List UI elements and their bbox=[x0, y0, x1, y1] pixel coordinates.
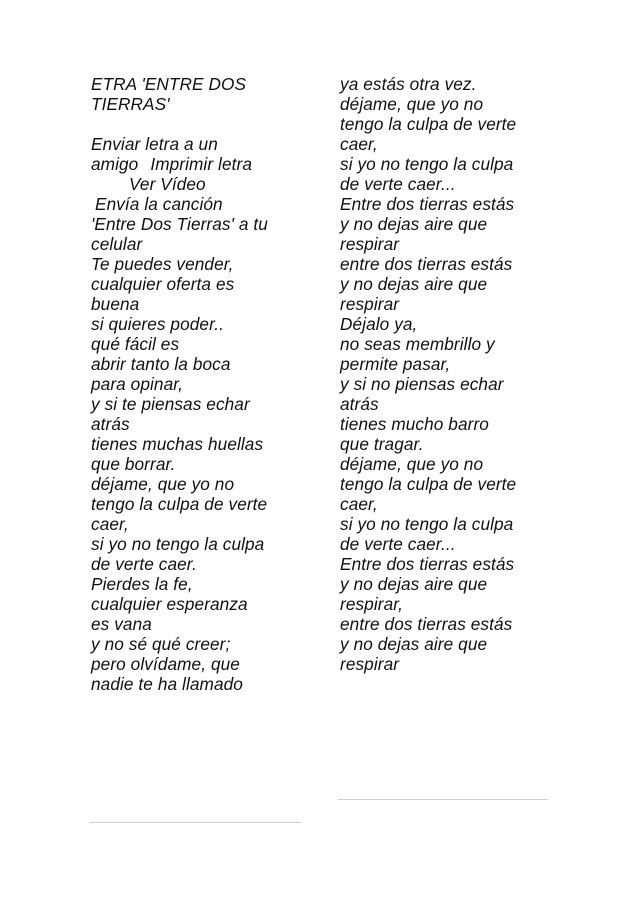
lyric-line: y no sé qué creer; bbox=[91, 634, 231, 654]
lyric-line: tienes muchas huellas bbox=[91, 434, 264, 454]
header-line: TIERRAS' bbox=[91, 94, 170, 114]
lyric-line: atrás bbox=[91, 414, 130, 434]
lyric-line: si yo no tengo la culpa bbox=[91, 534, 265, 554]
lyric-line: respirar, bbox=[340, 594, 403, 614]
send-to-cell-link[interactable]: 'Entre Dos Tierras' a tu bbox=[91, 214, 268, 234]
lyric-line: entre dos tierras estás bbox=[340, 254, 513, 274]
lyric-line: buena bbox=[91, 294, 140, 314]
lyric-line: no seas membrillo y bbox=[340, 334, 495, 354]
left-lyrics bbox=[91, 254, 313, 694]
lyric-line: es vana bbox=[91, 614, 152, 634]
lyric-line: déjame, que yo no bbox=[91, 474, 235, 494]
lyric-line: y no dejas aire que bbox=[340, 274, 488, 294]
header-line: ETRA 'ENTRE DOS bbox=[91, 74, 247, 94]
lyric-line: y si te piensas echar bbox=[91, 394, 250, 414]
right-column bbox=[340, 74, 552, 674]
lyric-line: caer, bbox=[91, 514, 129, 534]
send-to-cell-link[interactable]: Envía la canción bbox=[95, 194, 223, 214]
lyric-line: si yo no tengo la culpa bbox=[340, 514, 514, 534]
lyric-line: tengo la culpa de verte bbox=[91, 494, 268, 514]
send-to-cell-link[interactable]: celular bbox=[91, 234, 143, 254]
lyric-line: Déjalo ya, bbox=[340, 314, 418, 334]
lyric-line: respirar bbox=[340, 654, 400, 674]
lyric-line: pero olvídame, que bbox=[91, 654, 240, 674]
video-line bbox=[91, 174, 313, 194]
print-lyrics-link[interactable]: Imprimir letra bbox=[150, 154, 252, 174]
lyric-line: y no dejas aire que bbox=[340, 214, 488, 234]
lyric-line: que tragar. bbox=[340, 434, 424, 454]
column-divider bbox=[89, 822, 301, 823]
send-to-friend-link[interactable]: Enviar letra a un bbox=[91, 134, 218, 154]
column-divider bbox=[338, 799, 548, 800]
lyric-line: si quieres poder.. bbox=[91, 314, 225, 334]
lyric-line: permite pasar, bbox=[340, 354, 451, 374]
lyric-line: Te puedes vender, bbox=[91, 254, 234, 274]
lyric-line: déjame, que yo no bbox=[340, 454, 484, 474]
lyric-line: caer, bbox=[340, 134, 378, 154]
lyric-line: y no dejas aire que bbox=[340, 574, 488, 594]
lyric-line: cualquier oferta es bbox=[91, 274, 235, 294]
watch-video-link[interactable]: Ver Vídeo bbox=[129, 174, 206, 194]
lyric-line: tengo la culpa de verte bbox=[340, 114, 517, 134]
lyric-line: Entre dos tierras estás bbox=[340, 194, 515, 214]
lyric-line: y no dejas aire que bbox=[340, 634, 488, 654]
lyric-line: de verte caer... bbox=[340, 534, 456, 554]
lyric-line: tengo la culpa de verte bbox=[340, 474, 517, 494]
lyric-line: Entre dos tierras estás bbox=[340, 554, 515, 574]
links-line bbox=[91, 154, 313, 174]
lyric-line: respirar bbox=[340, 234, 400, 254]
lyric-line: abrir tanto la boca bbox=[91, 354, 231, 374]
lyric-line: entre dos tierras estás bbox=[340, 614, 513, 634]
lyric-line: si yo no tengo la culpa bbox=[340, 154, 514, 174]
lyric-line: para opinar, bbox=[91, 374, 183, 394]
lyric-line: de verte caer... bbox=[340, 174, 456, 194]
lyric-line: Pierdes la fe, bbox=[91, 574, 193, 594]
spacer bbox=[91, 114, 313, 134]
lyric-line: déjame, que yo no bbox=[340, 94, 484, 114]
left-column bbox=[91, 74, 313, 694]
lyric-line: que borrar. bbox=[91, 454, 176, 474]
lyric-line: cualquier esperanza bbox=[91, 594, 248, 614]
lyric-line: de verte caer. bbox=[91, 554, 197, 574]
right-lyrics bbox=[340, 74, 552, 674]
lyric-line: y si no piensas echar bbox=[340, 374, 504, 394]
lyric-line: caer, bbox=[340, 494, 378, 514]
send-to-friend-link-tail[interactable]: amigo bbox=[91, 154, 139, 174]
lyric-line: respirar bbox=[340, 294, 400, 314]
lyric-line: ya estás otra vez. bbox=[340, 74, 477, 94]
lyric-line: nadie te ha llamado bbox=[91, 674, 243, 694]
lyric-line: atrás bbox=[340, 394, 379, 414]
lyric-line: qué fácil es bbox=[91, 334, 180, 354]
lyric-line: tienes mucho barro bbox=[340, 414, 489, 434]
